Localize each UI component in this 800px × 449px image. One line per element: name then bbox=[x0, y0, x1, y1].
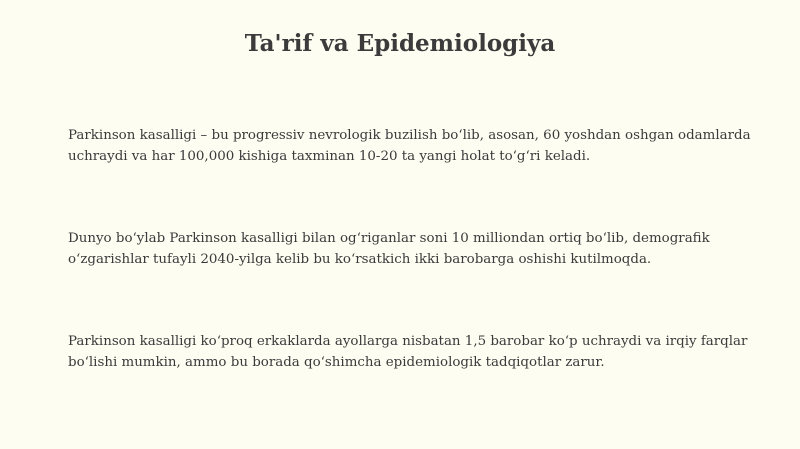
paragraph-definition: Parkinson kasalligi – bu progressiv nevrologik buzilish bo‘lib, asosan, 60 yoshdan oshgan odamlarda uchraydi va har 100,000 kishiga taxminan 10-20 ta yangi holat to‘g‘ri keladi. bbox=[68, 128, 751, 164]
paragraph-prevalence: Dunyo bo‘ylab Parkinson kasalligi bilan og‘riganlar soni 10 milliondan ortiq bo‘lib, demografik o‘zgarishlar tufayli 2040-yilga kelib bu ko‘rsatkich ikki barobarga oshishi kutilmoqda. bbox=[68, 231, 710, 267]
paragraph-gender-differences: Parkinson kasalligi ko‘proq erkaklarda ayollarga nisbatan 1,5 barobar ko‘p uchraydi va irqiy farqlar bo‘lishi mumkin, ammo bu borada qo‘shimcha epidemiologik tadqiqotlar zarur. bbox=[68, 334, 748, 370]
slide-title: Ta'rif va Epidemiologiya bbox=[244, 30, 556, 57]
